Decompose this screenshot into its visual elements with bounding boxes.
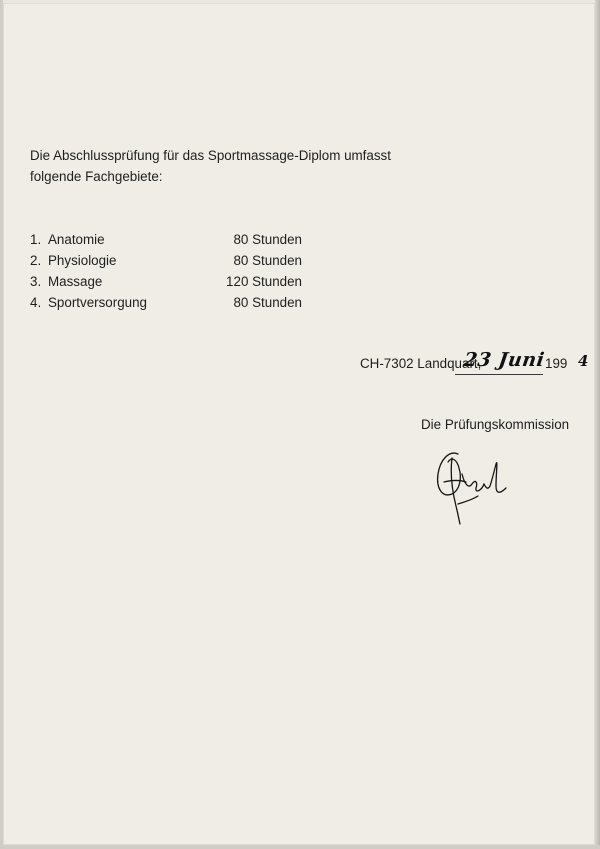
subject-name: Anatomie <box>48 232 105 247</box>
place-date-line <box>360 349 590 389</box>
scan-edge-bottom <box>0 845 600 849</box>
subject-list <box>30 229 302 313</box>
year-handwritten: 4 <box>578 352 589 370</box>
subject-number: 1. <box>30 232 42 247</box>
subject-item <box>30 271 302 292</box>
scan-edge-right <box>595 0 600 849</box>
subject-number: 3. <box>30 274 42 289</box>
subject-hours: 80 Stunden <box>233 295 302 310</box>
signature-graphic <box>428 444 516 532</box>
subject-name: Physiologie <box>48 253 117 268</box>
subject-item <box>30 250 302 271</box>
subject-hours: 80 Stunden <box>233 232 302 247</box>
intro-line-2: folgende Fachgebiete: <box>30 169 163 184</box>
year-printed: 199 <box>545 356 568 371</box>
subject-hours: 120 Stunden <box>226 274 302 289</box>
commission-label: Die Prüfungskommission <box>421 417 570 432</box>
subject-number: 2. <box>30 253 42 268</box>
subject-item <box>30 292 302 313</box>
subject-hours: 80 Stunden <box>233 253 302 268</box>
handwritten-date: 23 Juni <box>462 349 546 371</box>
subject-item <box>30 229 302 250</box>
subject-number: 4. <box>30 295 42 310</box>
intro-line-1: Die Abschlussprüfung für das Sportmassage-Diplom umfasst <box>30 148 391 163</box>
subject-name: Massage <box>48 274 103 289</box>
intro-paragraph <box>30 145 391 187</box>
subject-name: Sportversorgung <box>48 295 147 310</box>
place-text: CH-7302 Landquart, <box>360 356 482 371</box>
date-underline <box>455 374 543 375</box>
